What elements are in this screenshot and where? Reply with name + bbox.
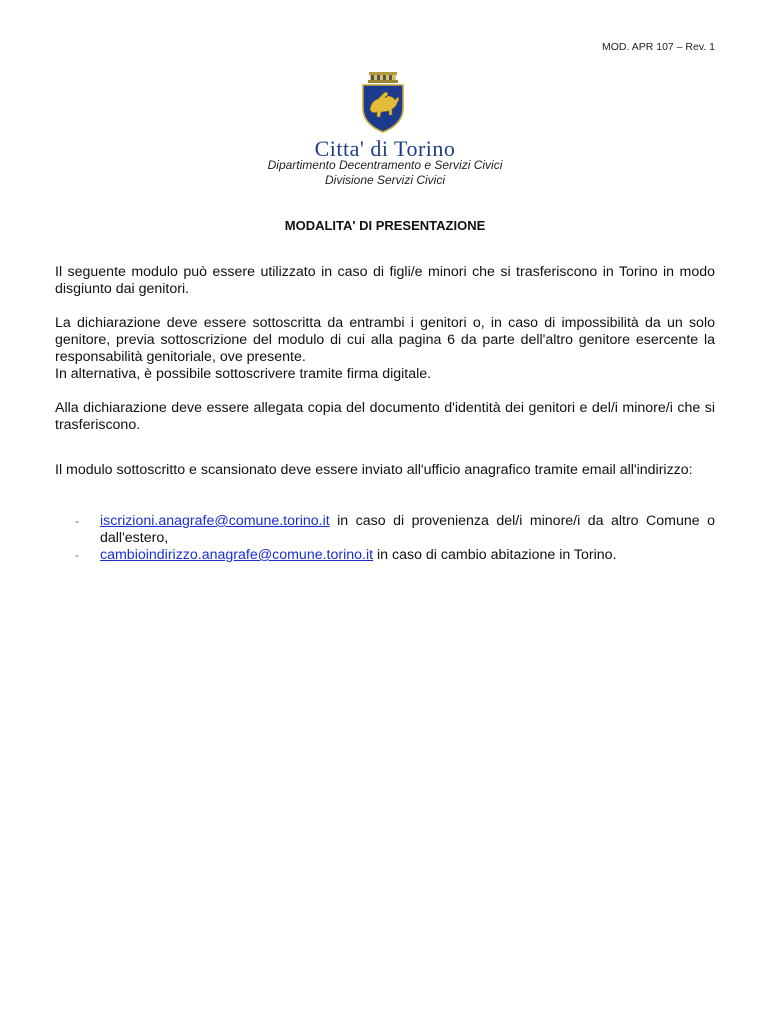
city-name: Citta' di Torino (314, 136, 456, 161)
bullet-dash: - (75, 514, 79, 528)
list-item (55, 513, 715, 547)
email-list (55, 513, 715, 564)
email-link-iscrizioni[interactable]: iscrizioni.anagrafe@comune.torino.it (100, 513, 330, 529)
list-item-text: in caso di cambio abitazione in Torino. (373, 547, 617, 563)
paragraph-signature-block (55, 315, 715, 383)
list-item (55, 547, 715, 564)
paragraph-digital-signature: In alternativa, è possibile sottoscrivere tramite firma digitale. (55, 366, 432, 382)
email-link-cambioindirizzo[interactable]: cambioindirizzo.anagrafe@comune.torino.it (100, 547, 374, 563)
paragraph-signature: La dichiarazione deve essere sottoscritta da entrambi i genitori o, in caso di impossibilità da un solo genitore, previa sottoscrizione del modulo di cui alla pagina 6 da parte dell'altro genitore esercente la responsabilità genitoriale, ove presente. (55, 315, 715, 365)
torino-coat-of-arms-icon (357, 70, 409, 134)
list-item-text: in caso di provenienza del/i minore/i da altro Comune o dall'estero, (100, 513, 715, 546)
bullet-dash: - (75, 548, 79, 562)
document-title: MODALITA' DI PRESENTAZIONE (284, 218, 486, 233)
module-reference: MOD. APR 107 – Rev. 1 (601, 41, 715, 53)
paragraph-usage: Il seguente modulo può essere utilizzato in caso di figli/e minori che si trasferiscono in Torino in modo disgiunto dai genitori. (55, 264, 715, 297)
division-name: Divisione Servizi Civici (324, 173, 446, 187)
department-name: Dipartimento Decentramento e Servizi Civici (267, 158, 503, 172)
paragraph-attachment: Alla dichiarazione deve essere allegata copia del documento d'identità dei genitori e del/i minore/i che si trasferiscono. (55, 400, 715, 433)
paragraph-submission: Il modulo sottoscritto e scansionato deve essere inviato all'ufficio anagrafico tramite email all'indirizzo: (55, 462, 693, 478)
